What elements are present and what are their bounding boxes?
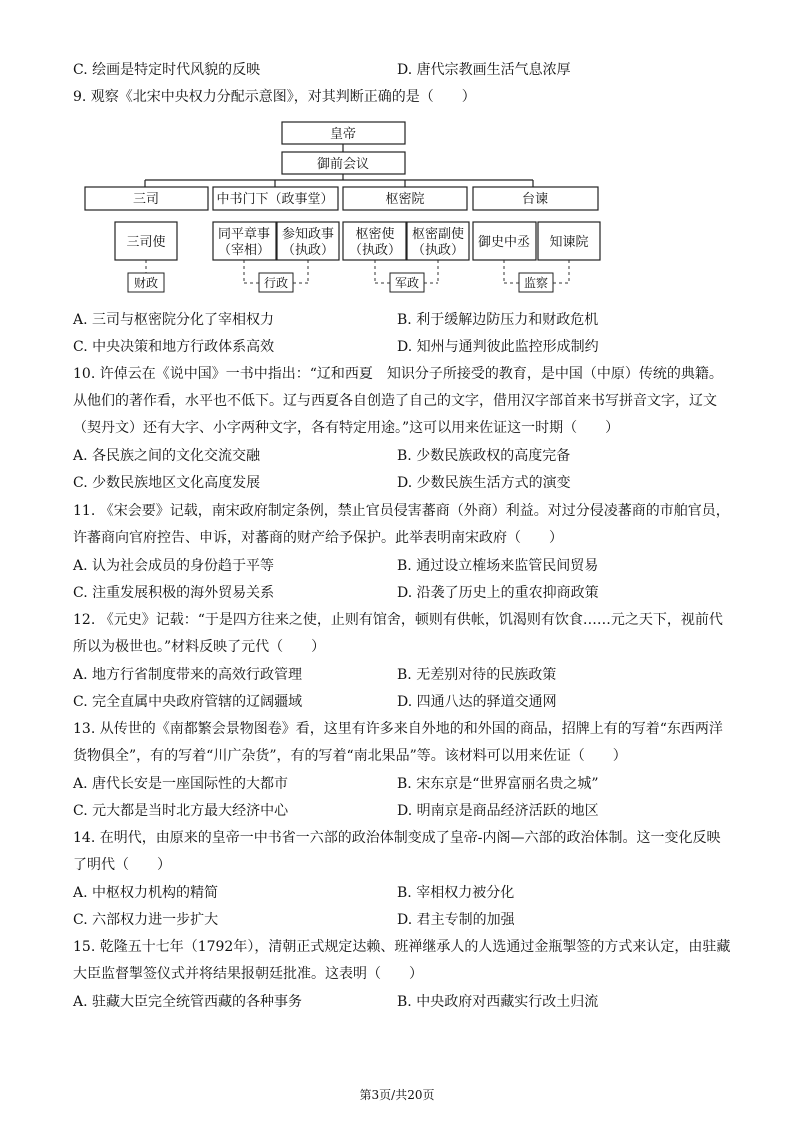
- q13-option-d: D. 明南京是商品经济活跃的地区: [397, 803, 599, 819]
- diagram-sub-label: 枢密使: [355, 227, 395, 242]
- q13-option-a: A. 唐代长安是一座国际性的大都市: [73, 776, 289, 792]
- q10-option-d: D. 少数民族生活方式的演变: [397, 475, 571, 491]
- diagram-sub-label: （宰相）: [217, 243, 271, 258]
- q12-option-a: A. 地方行省制度带来的高效行政管理: [73, 667, 303, 683]
- q9-option-b: B. 利于缓解边防压力和财政危机: [397, 312, 599, 328]
- q9-option-c: C. 中央决策和地方行政体系高效: [73, 339, 275, 355]
- q8-option-c: C. 绘画是特定时代风貌的反映: [73, 62, 261, 78]
- diagram-sub-label: 同平章事: [217, 227, 271, 242]
- diagram-func-label: 财政: [133, 276, 159, 290]
- diagram-func-label: 军政: [394, 276, 420, 290]
- q9-option-a: A. 三司与枢密院分化了宰相权力: [73, 312, 275, 328]
- diagram-func-label: 监察: [523, 276, 549, 290]
- q13-stem-line1: 13. 从传世的《南都繁会景物图卷》看，这里有许多来自外地的和外国的商品，招牌上有的写着“东西两洋: [73, 721, 723, 737]
- q13-stem-line2: 货物俱全”，有的写着“川广杂货”，有的写着“南北果品”等。该材料可以用来佐证（ ）: [73, 748, 627, 764]
- q14-option-a: A. 中枢权力机构的精简: [73, 885, 219, 901]
- page-footer: 第3页/共20页: [359, 1088, 435, 1102]
- q12-option-c: C. 完全直属中央政府管辖的辽阔疆域: [73, 694, 303, 710]
- diagram-branch-label: 三司: [132, 192, 160, 207]
- q11-stem-line1: 11. 《宋会要》记载，南宋政府制定条例，禁止官员侵害蕃商（外商）利益。对过分侵凌蕃商的市舶官员，: [73, 503, 730, 519]
- q15-stem-line2: 大臣监督掣签仪式并将结果报朝廷批准。这表明（ ）: [73, 966, 423, 982]
- q14-stem-line2: 了明代（ ）: [73, 857, 171, 873]
- diagram-sub-label: 知谏院: [549, 235, 589, 250]
- diagram-sub-label: 御史中丞: [477, 235, 531, 250]
- diagram-sub-label: 三司使: [126, 235, 166, 250]
- diagram-sub-label: （执政）: [411, 243, 465, 258]
- q14-stem-line1: 14. 在明代，由原来的皇帝一中书省一六部的政治体制变成了皇帝-内阁—六部的政治体制。这一变化反映: [73, 830, 721, 846]
- q13-option-b: B. 宋东京是“世界富丽名贵之城”: [397, 776, 599, 792]
- q10-stem-line2: 从他们的著作看，水平也不低下。辽与西夏各自创造了自己的文字，借用汉字部首来书写拼音文字，辽文: [73, 393, 717, 409]
- q11-option-d: D. 沿袭了历史上的重农抑商政策: [397, 585, 599, 601]
- diagram-sub-label: 枢密副使: [411, 227, 465, 242]
- q10-option-c: C. 少数民族地区文化高度发展: [73, 475, 261, 491]
- q9-stem: 9. 观察《北宋中央权力分配示意图》，对其判断正确的是（ ）: [73, 89, 476, 105]
- q14-option-b: B. 宰相权力被分化: [397, 885, 515, 901]
- q9-power-diagram: [0, 0, 794, 300]
- diagram-emperor-label: 皇帝: [329, 127, 357, 142]
- q15-option-a: A. 驻藏大臣完全统管西藏的各种事务: [73, 994, 303, 1010]
- diagram-sub-label: 参知政事: [281, 227, 335, 242]
- q12-stem-line2: 所以为极世也。”材料反映了元代（ ）: [73, 639, 326, 655]
- q11-option-c: C. 注重发展积极的海外贸易关系: [73, 585, 275, 601]
- q15-option-b: B. 中央政府对西藏实行改土归流: [397, 994, 599, 1010]
- q14-option-d: D. 君主专制的加强: [397, 912, 515, 928]
- diagram-sub-label: （执政）: [348, 243, 402, 258]
- q9-option-d: D. 知州与通判彼此监控形成制约: [397, 339, 599, 355]
- diagram-branch-label: 枢密院: [385, 192, 425, 207]
- q10-option-b: B. 少数民族政权的高度完备: [397, 448, 571, 464]
- diagram-func-label: 行政: [263, 276, 289, 290]
- diagram-branch-label: 中书门下（政事堂）: [216, 192, 334, 207]
- q8-option-d: D. 唐代宗教画生活气息浓厚: [397, 62, 571, 78]
- q10-stem-line3: （契丹文）还有大字、小字两种文字，各有特定用途。”这可以用来佐证这一时期（ ）: [73, 420, 620, 436]
- q11-option-a: A. 认为社会成员的身份趋于平等: [73, 558, 275, 574]
- q10-option-a: A. 各民族之间的文化交流交融: [73, 448, 261, 464]
- q13-option-c: C. 元大都是当时北方最大经济中心: [73, 803, 289, 819]
- q12-stem-line1: 12. 《元史》记载：“于是四方往来之使，止则有馆舍，顿则有供帐，饥渴则有饮食……元之天下，视前代: [73, 612, 723, 628]
- q10-stem-line1: 10. 许倬云在《说中国》一书中指出：“辽和西夏 知识分子所接受的教育，是中国（中原）传统的典籍。: [73, 366, 723, 382]
- q12-option-d: D. 四通八达的驿道交通网: [397, 694, 557, 710]
- diagram-council-label: 御前会议: [316, 157, 370, 172]
- q11-option-b: B. 通过设立榷场来监管民间贸易: [397, 558, 599, 574]
- q12-option-b: B. 无差别对待的民族政策: [397, 667, 557, 683]
- diagram-sub-label: （执政）: [281, 243, 335, 258]
- q15-stem-line1: 15. 乾隆五十七年（1792年），清朝正式规定达赖、班禅继承人的人选通过金瓶掣签的方式来认定，由驻藏: [73, 939, 731, 955]
- q11-stem-line2: 许蕃商向官府控告、申诉，对蕃商的财产给予保护。此举表明南宋政府（ ）: [73, 530, 563, 546]
- diagram-branch-label: 台谏: [521, 192, 549, 207]
- q14-option-c: C. 六部权力进一步扩大: [73, 912, 219, 928]
